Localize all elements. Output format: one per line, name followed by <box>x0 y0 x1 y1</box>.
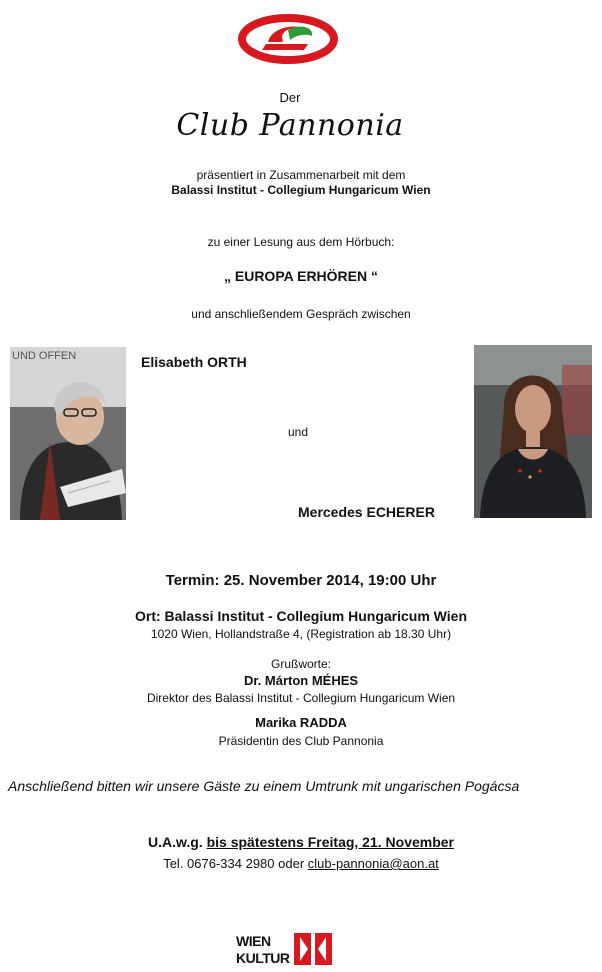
discussion-text: und anschließendem Gespräch zwischen <box>191 307 411 321</box>
kultur-text: KULTUR <box>236 950 290 966</box>
event-address: 1020 Wien, Hollandstraße 4, (Registration ab 18.30 Uhr) <box>150 627 452 641</box>
presents-text: präsentiert in Zusammenarbeit mit dem <box>196 168 406 182</box>
photo-mercedes-echerer <box>474 345 592 518</box>
intro-text: Der <box>279 90 301 105</box>
event-location: Ort: Balassi Institut - Collegium Hungaricum Wien <box>134 608 467 624</box>
partner-name: Balassi Institut - Collegium Hungaricum Wien <box>171 183 431 197</box>
wien-kultur-logo-icon <box>236 932 334 966</box>
speaker2-name: Mercedes ECHERER <box>298 504 435 520</box>
invite-text: zu einer Lesung aus dem Hörbuch: <box>207 235 395 249</box>
phone-text: Tel. 0676-334 2980 oder <box>163 856 308 871</box>
rsvp-deadline: bis spätestens Freitag, 21. November <box>206 834 455 850</box>
rsvp-prefix: U.A.w.g. <box>147 834 207 850</box>
photo-sign-text: UND OFFEN <box>12 350 77 362</box>
speaker1-name: Elisabeth ORTH <box>141 354 247 370</box>
and-text: und <box>288 425 309 439</box>
event-date: Termin: 25. November 2014, 19:00 Uhr <box>165 572 437 589</box>
greeter2-role: Präsidentin des Club Pannonia <box>218 734 384 748</box>
greeter1-role: Direktor des Balassi Institut - Collegium Hungaricum Wien <box>146 691 456 705</box>
reception-text: Anschließend bitten wir unsere Gäste zu einem Umtrunk mit ungarischen Pogácsa <box>8 778 520 794</box>
audiobook-title: „ EUROPA ERHÖREN “ <box>223 268 378 284</box>
photo-elisabeth-orth <box>10 347 126 520</box>
greeter1-name: Dr. Márton MÉHES <box>243 673 359 688</box>
greetings-label: Grußworte: <box>270 657 331 671</box>
contact-line <box>0 856 602 871</box>
club-name-title: Club Pannonia <box>176 108 404 143</box>
email-link[interactable]: club-pannonia@aon.at <box>307 856 439 871</box>
wien-text: WIEN <box>236 933 271 949</box>
club-pannonia-logo-icon <box>238 12 338 64</box>
greeter2-name: Marika RADDA <box>255 715 347 730</box>
rsvp-line <box>0 834 602 850</box>
